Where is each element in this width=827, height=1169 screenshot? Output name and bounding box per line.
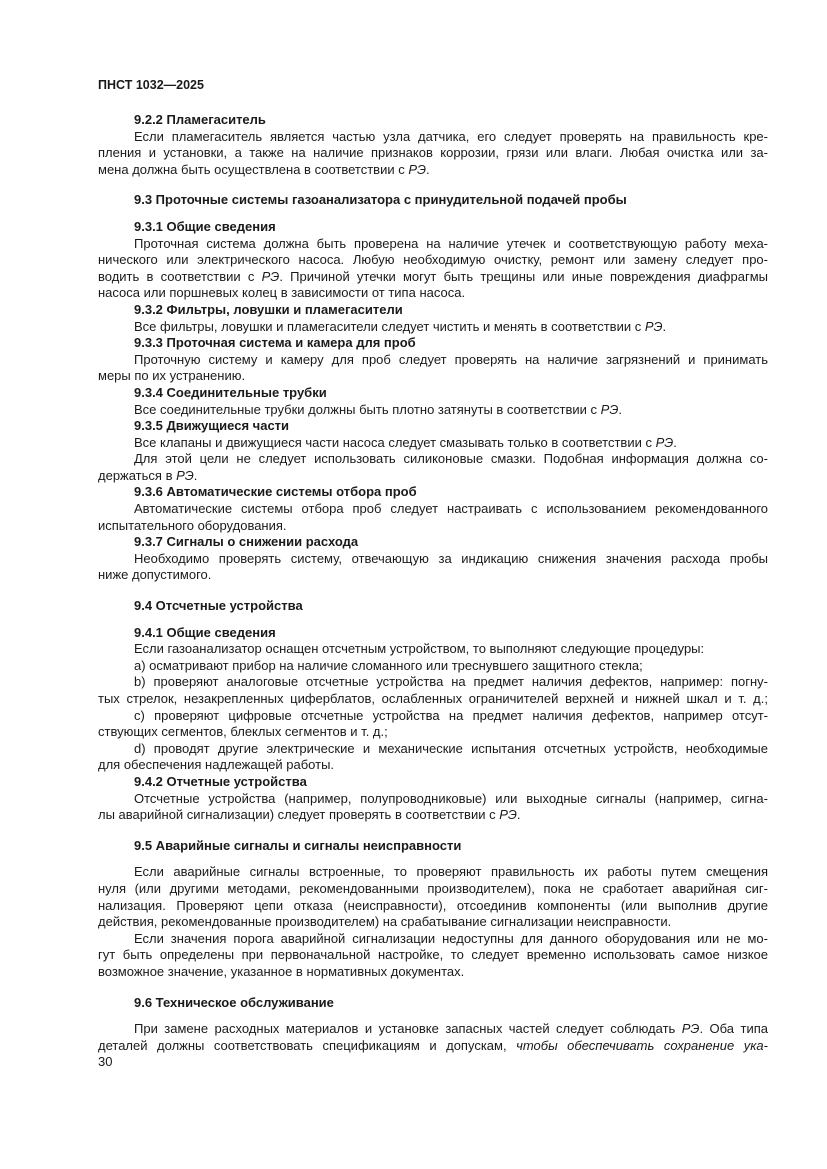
section-9-3-1-title: 9.3.1 Общие сведения	[134, 218, 276, 234]
s933-line-2: меры по их устранению.	[98, 368, 246, 384]
s922-line-3: мена должна быть осуществлена в соответствии с РЭ.	[98, 161, 430, 177]
s922-line-1: Если пламегаситель является частью узла датчика, его следует проверять на правильность кре-	[134, 128, 768, 144]
s95-p1-line-1: Если аварийные сигналы встроенные, то проверяют правильность их работы путем смещения	[134, 864, 768, 880]
s942-line-2: лы аварийной сигнализации) следует проверять в соответствии с РЭ.	[98, 807, 521, 823]
section-9-4-2-title: 9.4.2 Отчетные устройства	[134, 773, 307, 789]
s96-line-1: При замене расходных материалов и установке запасных частей следует соблюдать РЭ. Оба типа	[134, 1021, 768, 1037]
section-9-4-1-title: 9.4.1 Общие сведения	[134, 624, 276, 640]
s937-line-2: ниже допустимого.	[98, 567, 212, 583]
s935-line-1: Все клапаны и движущиеся части насоса следует смазывать только в соответствии с РЭ.	[134, 434, 677, 450]
section-9-3-2-title: 9.3.2 Фильтры, ловушки и пламегасители	[134, 301, 403, 317]
s95-p2-line-3: возможное значение, указанное в нормативных документах.	[98, 963, 465, 979]
section-9-2-2-title: 9.2.2 Пламегаситель	[134, 112, 266, 127]
s931-line-3: водить в соответствии с РЭ. Причиной утечки могут быть трещины или иные повреждения диафрагмы	[98, 268, 768, 284]
section-9-3-5-title: 9.3.5 Движущиеся части	[134, 418, 290, 434]
s932-line-1: Все фильтры, ловушки и пламегасители следует чистить и менять в соответствии с РЭ.	[134, 318, 667, 334]
s95-p2-line-1: Если значения порога аварийной сигнализации недоступны для данного оборудования или не мо-	[134, 930, 768, 946]
s931-line-1: Проточная система должна быть проверена на наличие утечек и соответствующую работу меха-	[134, 235, 768, 251]
s935-line-3: держаться в РЭ.	[98, 467, 198, 483]
list-item-a: a) осматривают прибор на наличие сломанного или треснувшего защитного стекла;	[134, 657, 643, 673]
list-item-d-line-1: d) проводят другие электрические и механические испытания отсчетных устройств, необходимые	[134, 740, 768, 756]
s934-line-1: Все соединительные трубки должны быть плотно затянуты в соответствии с РЭ.	[134, 401, 622, 417]
s95-p1-line-3: нализация. Проверяют цепи отказа (неисправности), отсоединив компоненты (или выполнив другие	[98, 897, 768, 913]
section-9-3-3-title: 9.3.3 Проточная система и камера для проб	[134, 335, 416, 351]
s935-line-2: Для этой цели не следует использовать силиконовые смазки. Подобная информация должна со-	[134, 451, 768, 467]
s95-p1-line-4: действия, рекомендованные производителем) на срабатывание сигнализации неисправности.	[98, 914, 672, 930]
s942-line-1: Отсчетные устройства (например, полупроводниковые) или выходные сигналы (например, сигна-	[134, 790, 768, 806]
s936-line-2: испытательного оборудования.	[98, 517, 287, 533]
document-header: ПНСТ 1032—2025	[98, 78, 204, 92]
list-item-b-line-1: b) проверяют аналоговые отсчетные устройства на предмет наличия дефектов, например: погну-	[134, 674, 768, 690]
section-9-3-6-title: 9.3.6 Автоматические системы отбора проб	[134, 484, 417, 500]
section-9-6-title: 9.6 Техническое обслуживание	[134, 994, 334, 1010]
s941-intro: Если газоанализатор оснащен отсчетным устройством, то выполняют следующие процедуры:	[134, 641, 705, 657]
s936-line-1: Автоматические системы отбора проб следует настраивать с использованием рекомендованного	[134, 501, 768, 517]
list-item-b-line-2: тых стрелок, незакрепленных циферблатов, ослабленных ограничителей верхней и нижней шкал и т. д.;	[98, 691, 768, 706]
s931-line-2: нического или электрического насоса. Любую необходимую очистку, ремонт или замену следует про-	[98, 252, 768, 268]
list-item-d-line-2: для обеспечения надлежащей работы.	[98, 757, 335, 773]
s922-line-2: пления и установки, а также на наличие признаков коррозии, грязи или влаги. Любая очистка или за-	[98, 145, 768, 161]
s933-line-1: Проточную систему и камеру для проб следует проверять на наличие загрязнений и принимать	[134, 351, 768, 367]
page-number: 30	[98, 1054, 113, 1069]
section-9-3-7-title: 9.3.7 Сигналы о снижении расхода	[134, 534, 359, 550]
section-9-3-title: 9.3 Проточные системы газоанализатора с принудительной подачей пробы	[134, 192, 627, 208]
list-item-c-line-2: ствующих сегментов, блеклых сегментов и т. д.;	[98, 724, 388, 740]
s95-p1-line-2: нуля (или другими методами, рекомендованными производителем), пока не сработает аварийная сиг-	[98, 880, 768, 896]
s937-line-1: Необходимо проверять систему, отвечающую за индикацию снижения значения расхода пробы	[134, 550, 768, 566]
section-9-3-4-title: 9.3.4 Соединительные трубки	[134, 384, 327, 400]
s96-line-2: деталей должны соответствовать спецификациям и допускам, чтобы обеспечивать сохранение ука-	[98, 1037, 768, 1053]
list-item-c-line-1: c) проверяют цифровые отсчетные устройства на предмет наличия дефектов, например отсут-	[134, 707, 768, 723]
page-content	[98, 112, 768, 1054]
section-9-5-title: 9.5 Аварийные сигналы и сигналы неисправности	[134, 837, 462, 853]
s95-p2-line-2: гут быть определены при первоначальной настройке, то следует временно использовать самое низкое	[98, 947, 768, 963]
section-9-4-title: 9.4 Отсчетные устройства	[134, 598, 303, 614]
s931-line-4: насоса или поршневых колец в зависимости от типа насоса.	[98, 285, 466, 301]
